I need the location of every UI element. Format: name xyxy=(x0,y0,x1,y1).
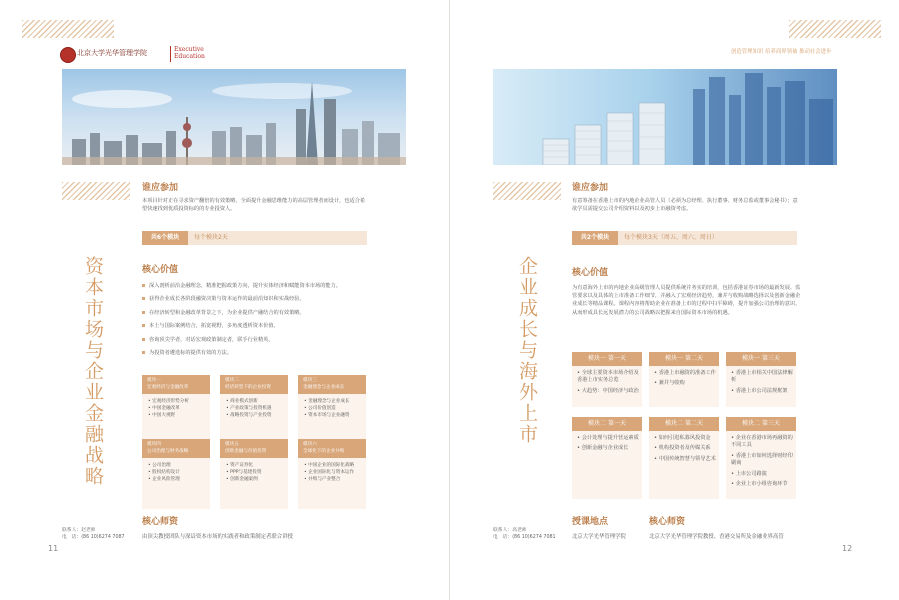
list-item: 在经济转型和金融改革背景之下，为企业提供产融结合的有效策略。 xyxy=(142,309,370,322)
faculty-title: 核心师资 xyxy=(649,517,686,527)
finance-coins-image xyxy=(493,69,837,165)
faculty-text: 北京大学光华管理学院教授、香港交易所及金融业界高管 xyxy=(649,534,784,540)
page-number: 12 xyxy=(842,544,853,553)
module-duration: 每个模块3天（周五、周六、周日） xyxy=(624,234,718,241)
module-summary-bar xyxy=(572,231,797,245)
core-title: 核心价值 xyxy=(142,265,179,275)
logo-cn: 北京大学光华管理学院 xyxy=(77,49,147,57)
day-card: 模块二 第一天 • 会计处理与提升营运素质 • 创新金融与企业成长 xyxy=(572,417,642,499)
right-page xyxy=(450,0,899,600)
faculty-text: 由顶尖教授团队与深谙资本市场的实践者和政策制定者联合讲授 xyxy=(142,534,293,540)
module-count: 共6个模块 xyxy=(142,231,188,245)
who-title: 谁应参加 xyxy=(572,183,609,193)
day-card: 模块二 第三天 • 企业在香港市场再融资的不同工具 • 香港上市如何选择财经印刷商 • 上市公司路演 • 企业上市小组咨询环节 xyxy=(726,417,796,499)
logo-en-top: Executive xyxy=(174,46,204,53)
list-item: 本土与国际案例结合，拓宽视野，多角度透析资本价值。 xyxy=(142,322,370,335)
who-text: 有意筹备在香港上市的内地企业高管人员（必须为总经理、执行董事、财务总监或董事会秘书）；意欲学员需提交公司介绍资料以及初步上市融资考虑。 xyxy=(572,198,798,213)
module-count: 共2个模块 xyxy=(572,231,618,245)
city-skyline-image xyxy=(62,69,406,165)
who-text: 本项目针对正在寻求资产翻倍的有效策略、全面提升金融思维能力的高层管理者而设计，也适合希望快速找到优质投资标的的专业投资人。 xyxy=(142,198,366,213)
module-card: 模块一 宏观经济与金融改革 • 宏观经济形势分析 • 中国金融改革 • 中国大视野 xyxy=(142,375,210,445)
day-card: 模块一 第三天 • 香港上市相关中国法律解析 • 香港上市公司法规框架 xyxy=(726,352,796,407)
decorative-hatch xyxy=(22,20,114,38)
who-title: 谁应参加 xyxy=(142,183,179,193)
list-item: 为投资者遴选标的提供有效的方法。 xyxy=(142,349,370,362)
decorative-hatch xyxy=(493,182,561,200)
page-number: 11 xyxy=(48,544,59,553)
contact-info: 联系人：赵老师 电 话：(86 10)6274 7087 xyxy=(62,528,125,540)
core-list xyxy=(142,282,370,362)
decorative-hatch xyxy=(62,182,130,200)
module-card: 模块二 经济转型下的企业投资 • 商业模式创新 • 产业政策与投资机遇 • 战略投资与产业投资 xyxy=(220,375,288,445)
list-item: 深入剖析前沿金融理念，精准把握政策方向，提升实体经济和赋能资本市场的能力。 xyxy=(142,282,370,295)
module-card: 模块三 金融理念与企业成长 • 金融理念与企业成长 • 公司价值创造 • 资本市场与企业融资 xyxy=(298,375,366,445)
list-item: 咨询顶尖学者，对话宏观政策制定者，联手行业精英。 xyxy=(142,336,370,349)
logo-en-bottom: Education xyxy=(174,53,205,60)
tagline: 创造管理知识 培养商界领袖 推动社会进步 xyxy=(731,49,832,55)
vertical-title: 企业成长与海外上市 xyxy=(516,256,538,445)
day-card: 模块一 第二天 • 香港上市融资的准备工作 • 兼并与收购 xyxy=(649,352,719,407)
module-card: 模块四 公司治理与财务战略 • 公司治理 • 股权结构设计 • 企业风险管理 xyxy=(142,439,210,509)
core-title: 核心价值 xyxy=(572,268,609,278)
contact-info: 联系人：高老师 电 话：(86 10)6274 7081 xyxy=(493,528,556,540)
left-page xyxy=(0,0,449,600)
list-item: 获得企业成长各阶段融资决策与资本运作的最前沿知识和实战经验。 xyxy=(142,295,370,308)
day-card: 模块一 第一天 • 全球主要资本市场介绍及香港上市实务总览 • 大趋势：中国经济与政治 xyxy=(572,352,642,407)
module-card: 模块六 全球化下的企业并购 • 中国企业的国际化战略 • 企业国际化与资本运作 • 并购与产业整合 xyxy=(298,439,366,509)
day-card: 模块二 第二天 • 如何引进私募风投资金 • 机构投资者及传媒关系 • 中国传统智慧与领导艺术 xyxy=(649,417,719,499)
decorative-hatch xyxy=(789,20,881,38)
module-card: 模块五 创新金融与价值投资 • 资产证券化 • PPP与基建投资 • 创新金融案例 xyxy=(220,439,288,509)
location-title: 授课地点 xyxy=(572,517,609,527)
logo-seal-icon xyxy=(60,47,76,63)
core-text: 为有意海外上市的内地企业高级管理人员提供系统并务实的培训，包括香港证券市场的最新发展、监管要求以及具体的上市准备工作细节，并融入了宏观经济趋势，兼并与收购战略选择以及创新金融企业成长等精品课程。课程内容将帮助企业在准备上市的过程中扫平障碍，提升加强公司治理的意识，从而形成具长远发展潜力的公司战略以把握来自国际资本市场的机遇。 xyxy=(572,285,801,316)
location-text: 北京大学光华管理学院 xyxy=(572,534,626,540)
vertical-title: 资本市场与企业金融战略 xyxy=(82,256,104,487)
module-summary-bar xyxy=(142,231,367,245)
module-duration: 每个模块2天 xyxy=(194,234,228,241)
faculty-title: 核心师资 xyxy=(142,517,179,527)
